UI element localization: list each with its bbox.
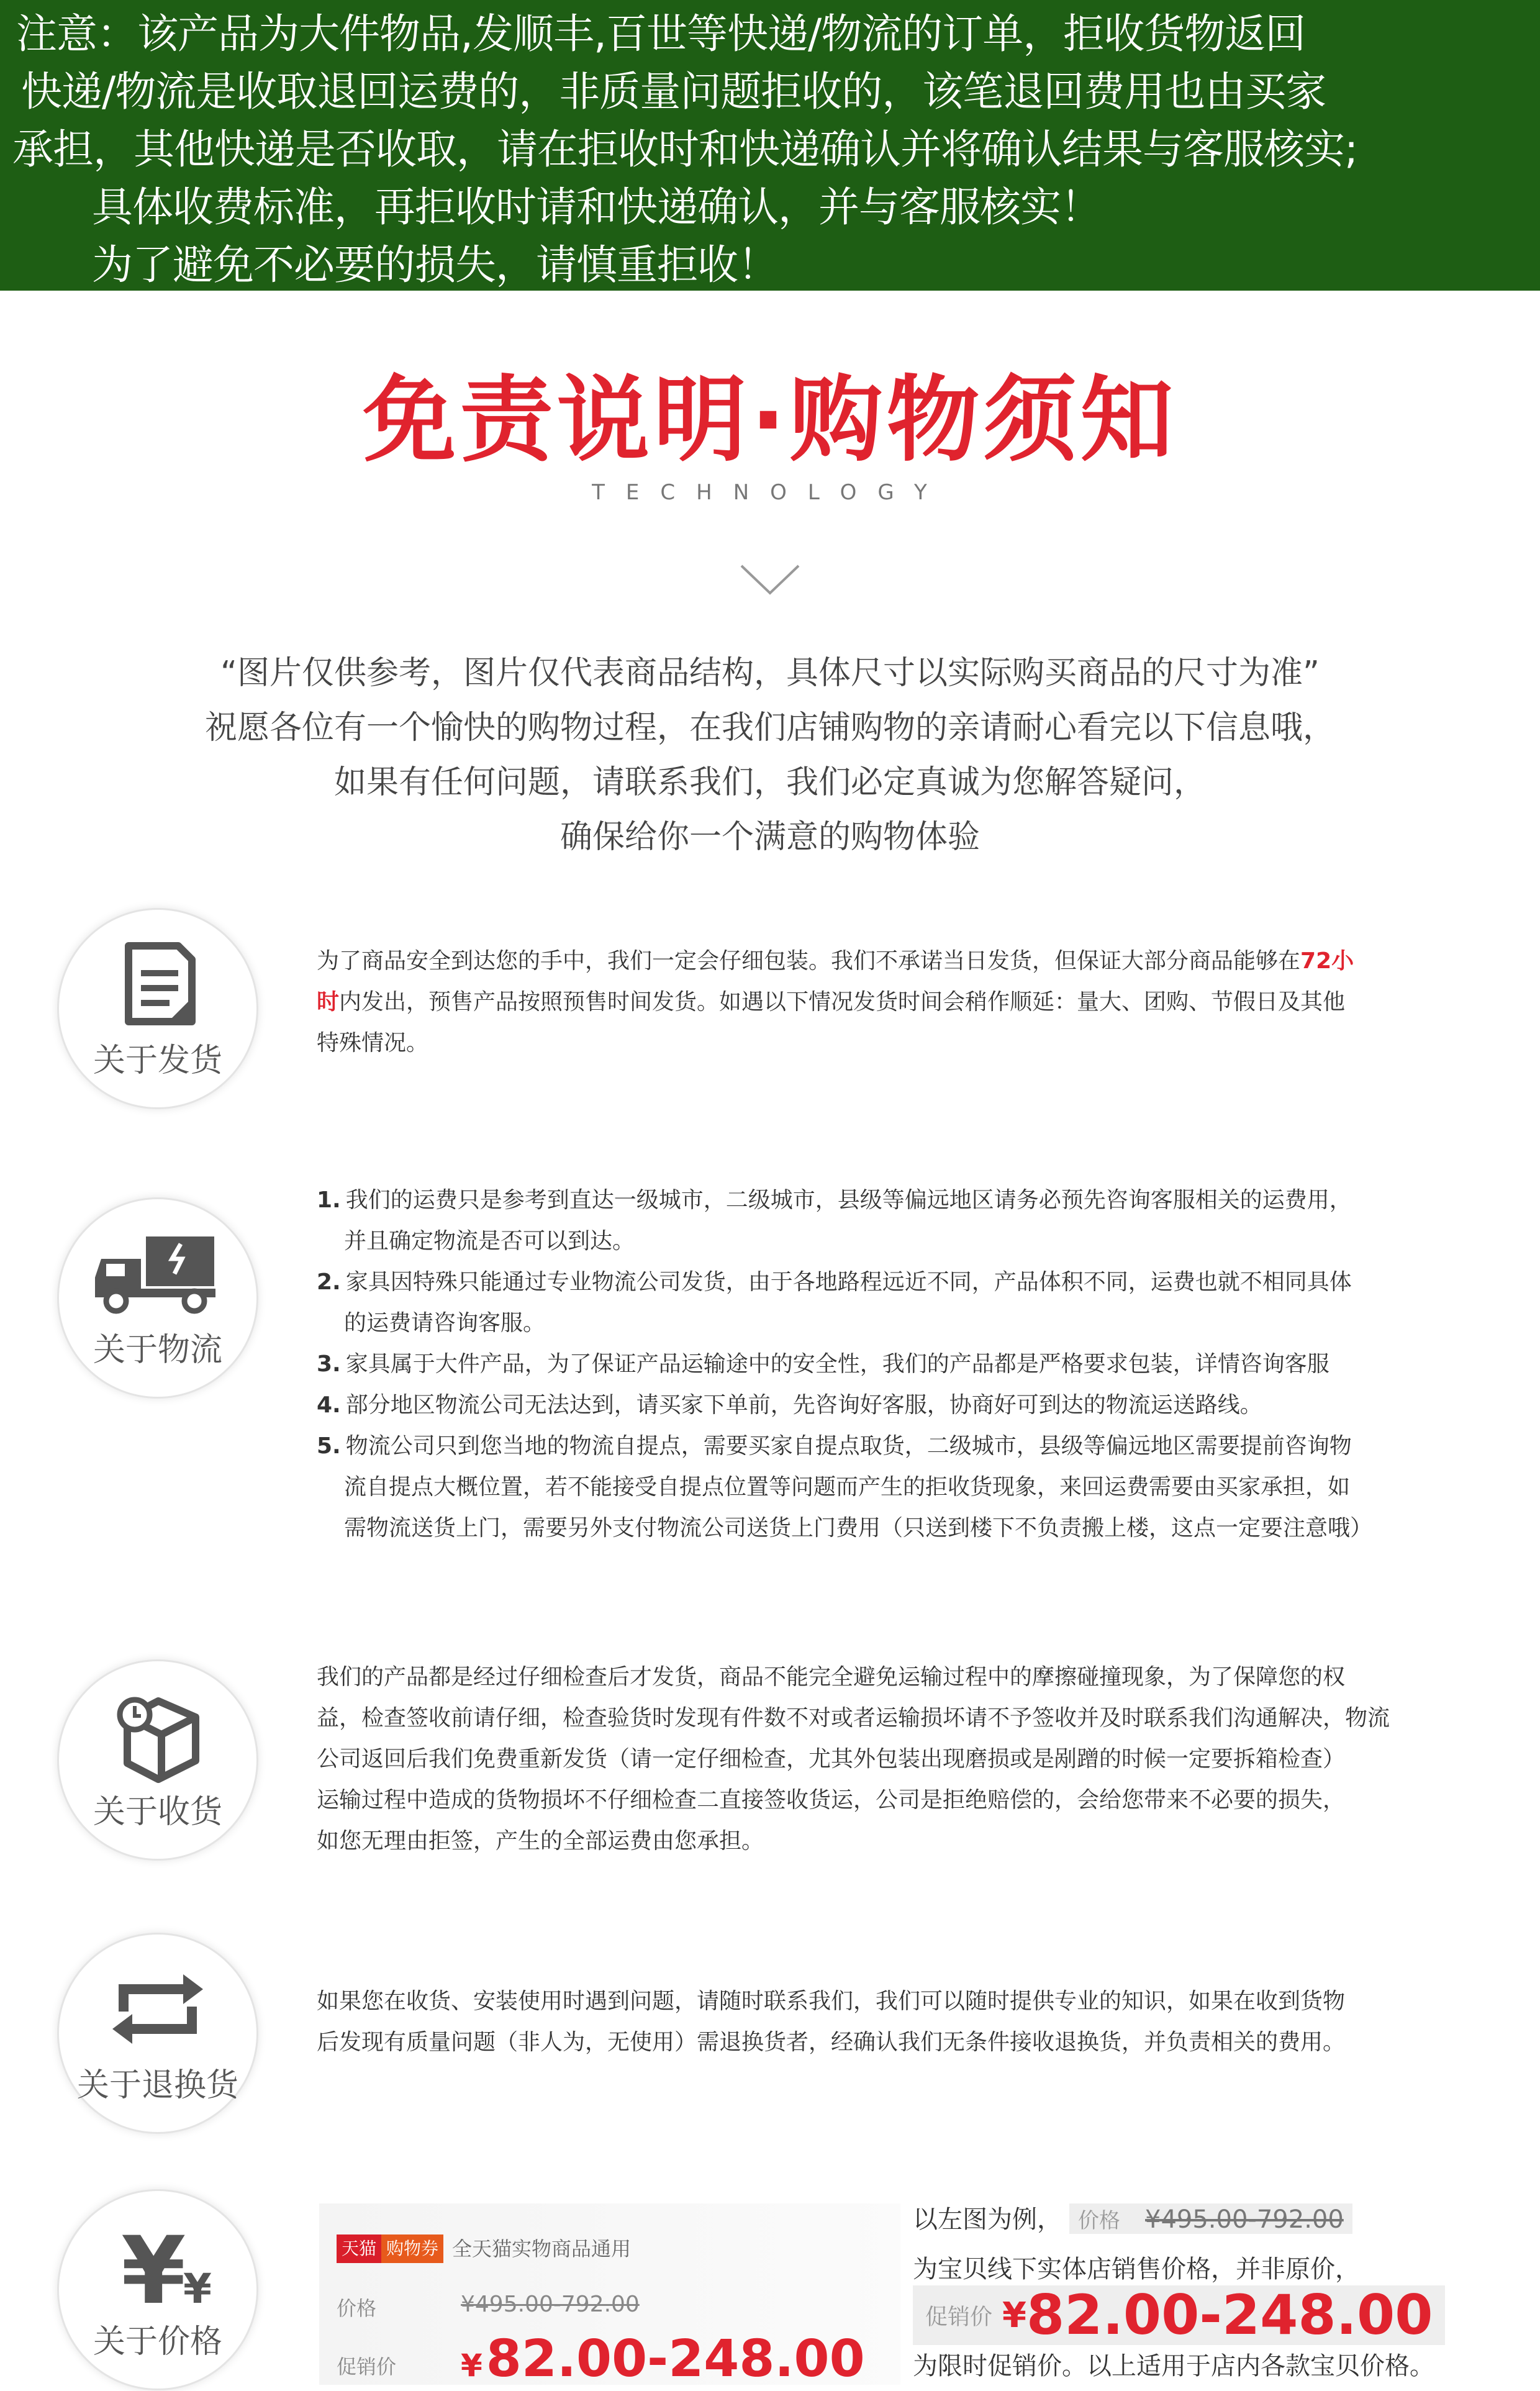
inline-promo-sample xyxy=(913,2285,1445,2345)
logistics-badge xyxy=(57,1197,258,1399)
notice-line: 承担，其他快递是否收取，请在拒收时和快递确认并将确认结果与客服核实; xyxy=(12,125,1358,173)
receiving-badge xyxy=(57,1659,258,1861)
list-number: 1. xyxy=(317,1187,341,1213)
badge-label: 关于物流 xyxy=(93,1332,222,1369)
list-item xyxy=(317,1180,1434,1221)
intro-line: 确保给你一个满意的购物体验 xyxy=(559,819,980,856)
list-number: 5. xyxy=(317,1433,341,1459)
original-price: ¥495.00-792.00 xyxy=(1145,2205,1344,2234)
notice-line: 快递/物流是收取退回运费的，非质量问题拒收的，该笔退回费用也由买家 xyxy=(21,68,1326,116)
intro-line: 如果有任何问题，请联系我们，我们必定真诚为您解答疑问， xyxy=(333,764,1206,801)
list-item xyxy=(317,1262,1434,1303)
exchange-icon xyxy=(59,1959,256,2059)
list-text: 需物流送货上门，需要另外支付物流公司送货上门费用（只送到楼下不负责搬上楼，这点一定要注意哦） xyxy=(344,1515,1373,1541)
shipping-highlight: 72小 xyxy=(1300,948,1354,974)
notice-line: 具体收费标准，再拒收时请和快递确认，并与客服核实！ xyxy=(92,183,1101,231)
badge-label: 关于退换货 xyxy=(76,2067,238,2104)
tmall-tag: 天猫 xyxy=(337,2234,381,2263)
promo-price-label: 促销价 xyxy=(337,2355,397,2379)
list-text: 流自提点大概位置，若不能接受自提点位置等问题而产生的拒收货现象，来回运费需要由买家承担，如 xyxy=(344,1474,1351,1500)
returns-badge xyxy=(57,1933,258,2134)
receiving-line: 如您无理由拒签，产生的全部运费由您承担。 xyxy=(317,1828,764,1854)
price-explain-line: 为限时促销价。以上适用于店内各款宝贝价格。 xyxy=(913,2352,1434,2380)
intro-text xyxy=(0,646,1540,864)
coupon-note: 全天猫实物商品通用 xyxy=(452,2237,632,2261)
shipping-text xyxy=(317,941,1434,1064)
list-number: 3. xyxy=(317,1351,341,1377)
intro-line: “图片仅供参考，图片仅代表商品结构，具体尺寸以实际购买商品的尺寸为准” xyxy=(220,655,1320,692)
coupon-tag: 购物券 xyxy=(381,2234,443,2263)
returns-line: 如果您在收货、安装使用时遇到问题，请随时联系我们，我们可以随时提供专业的知识，如果在收到货物 xyxy=(317,1989,1346,2014)
notice-line: 为了避免不必要的损失，请慎重拒收！ xyxy=(92,241,778,289)
promo-price xyxy=(461,2330,865,2391)
package-clock-icon xyxy=(59,1686,256,1785)
price-example-box xyxy=(319,2203,900,2389)
list-number: 2. xyxy=(317,1269,341,1295)
badge-label: 关于发货 xyxy=(93,1042,222,1079)
shipping-text-part: 内发出，预售产品按照预售时间发货。如遇以下情况发货时间会稍作顺延：量大、团购、节假日及其他 xyxy=(339,989,1346,1015)
shipping-badge xyxy=(57,908,258,1109)
shipping-text-part: 特殊情况。 xyxy=(317,1030,429,1056)
badge-label: 关于价格 xyxy=(93,2323,222,2361)
original-price: ¥495.00-792.00 xyxy=(461,2292,640,2317)
promo-price-label: 促销价 xyxy=(925,2304,993,2330)
shipping-text-part: 为了商品安全到达您的手中，我们一定会仔细包装。我们不承诺当日发货，但保证大部分商品能够在 xyxy=(317,948,1301,974)
explain-text: 以左图为例， xyxy=(913,2205,1062,2234)
receiving-line: 运输过程中造成的货物损坏不仔细检查二直接签收货运，公司是拒绝赔偿的，会给您带来不必要的损失， xyxy=(317,1787,1346,1813)
yen-icon xyxy=(59,2216,256,2315)
page-title: 免责说明·购物须知 xyxy=(363,366,1177,474)
receiving-line: 公司返回后我们免费重新发货（请一定仔细检查，尤其外包装出现磨损或是剐蹭的时候一定要拆箱检查） xyxy=(317,1746,1346,1772)
currency-symbol: ¥ xyxy=(461,2348,482,2384)
list-item xyxy=(317,1426,1434,1467)
shipping-highlight: 时 xyxy=(317,989,340,1015)
price-explain-line: 为宝贝线下实体店销售价格，并非原价， xyxy=(913,2255,1360,2284)
document-icon xyxy=(59,935,256,1034)
page-subtitle: TECHNOLOGY xyxy=(592,480,948,505)
list-text: 家具因特殊只能通过专业物流公司发货，由于各地路程远近不同，产品体积不同，运费也就不相同具体 xyxy=(345,1269,1352,1295)
svg-text:¥: ¥ xyxy=(121,2217,186,2315)
notice-line: 注意：该产品为大件物品,发顺丰,百世等快递/物流的订单，拒收货物返回 xyxy=(16,10,1306,58)
price-explain-line xyxy=(913,2200,1352,2235)
price-badge xyxy=(57,2189,258,2390)
returns-text xyxy=(317,1981,1434,2063)
svg-text:¥: ¥ xyxy=(183,2265,212,2313)
returns-line: 后发现有质量问题（非人为，无使用）需退换货者，经确认我们无条件接收退换货，并负责相关的费用。 xyxy=(317,2030,1346,2055)
inline-price-sample xyxy=(1069,2203,1352,2234)
receiving-text xyxy=(317,1657,1434,1862)
promo-price-value: 82.00-248.00 xyxy=(1026,2283,1433,2347)
receiving-line: 我们的产品都是经过仔细检查后才发货，商品不能完全避免运输过程中的摩擦碰撞现象，为了保障您的权 xyxy=(317,1664,1346,1690)
receiving-line: 益，检查签收前请仔细，检查验货时发现有件数不对或者运输损坏请不予签收并及时联系我们沟通解决，物流 xyxy=(317,1705,1390,1731)
promo-price-value: 82.00-248.00 xyxy=(486,2330,865,2389)
price-label: 价格 xyxy=(1078,2208,1120,2233)
list-text: 我们的运费只是参考到直达一级城市，二级城市，县级等偏远地区请务必预先咨询客服相关的运费用， xyxy=(345,1187,1352,1213)
price-label: 价格 xyxy=(337,2297,377,2320)
list-text: 物流公司只到您当地的物流自提点，需要买家自提点取货，二级城市，县级等偏远地区需要提前咨询物 xyxy=(345,1433,1352,1459)
badge-label: 关于收货 xyxy=(93,1794,222,1831)
list-text: 并且确定物流是否可以到达。 xyxy=(344,1228,635,1254)
logistics-list xyxy=(317,1180,1434,1549)
shipping-notice-banner xyxy=(0,0,1540,291)
list-text: 部分地区物流公司无法达到，请买家下单前，先咨询好客服，协商好可到达的物流运送路线。 xyxy=(345,1392,1262,1418)
intro-line: 祝愿各位有一个愉快的购物过程，在我们店铺购物的亲请耐心看完以下信息哦， xyxy=(204,709,1335,746)
currency-symbol: ¥ xyxy=(1002,2295,1026,2336)
list-text: 的运费请咨询客服。 xyxy=(344,1310,546,1336)
list-item xyxy=(317,1385,1434,1426)
list-item xyxy=(317,1344,1434,1385)
chevron-down-icon xyxy=(739,562,801,599)
list-text: 家具属于大件产品，为了保证产品运输途中的安全性，我们的产品都是严格要求包装，详情咨询客服 xyxy=(345,1351,1329,1377)
truck-icon xyxy=(59,1224,256,1323)
list-number: 4. xyxy=(317,1392,341,1418)
